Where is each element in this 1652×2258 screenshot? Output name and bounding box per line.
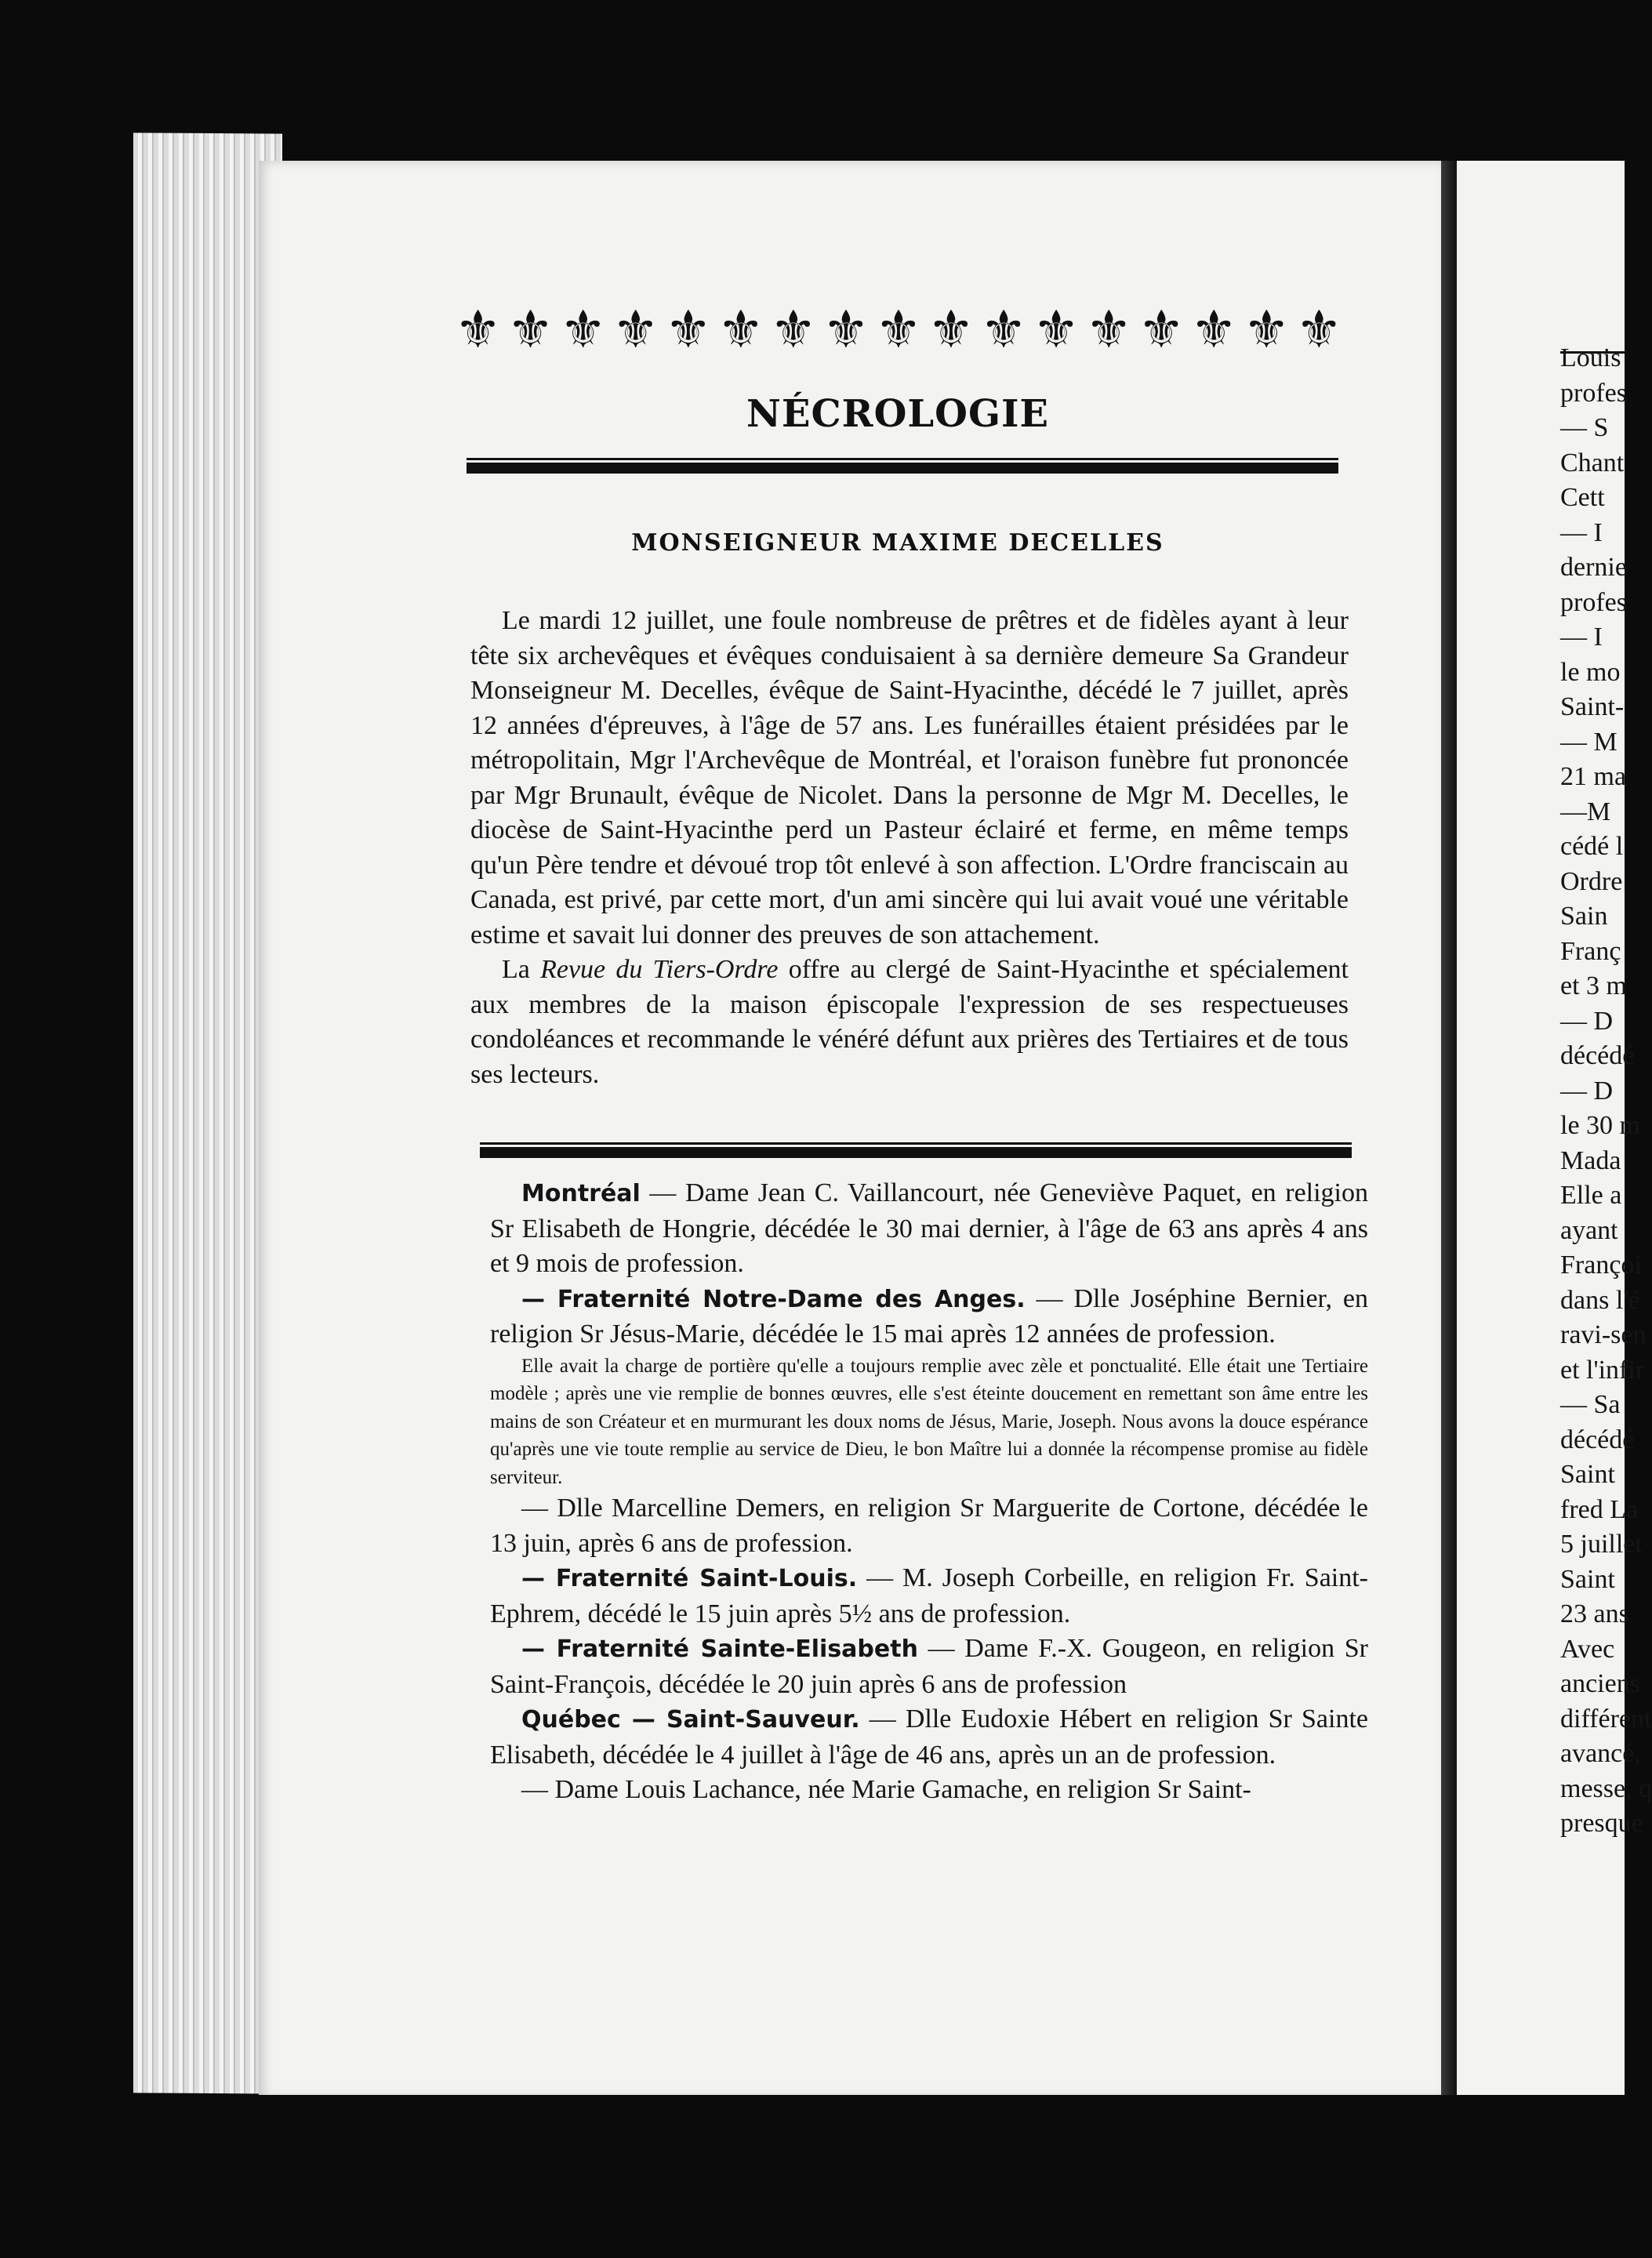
right-page-line: presque	[1560, 1809, 1643, 1838]
tribute-paragraph-1: Le mardi 12 juillet, une foule nombreuse de prêtres et de fidèles ayant à leur tête six archevêques et évêques conduisaient à sa dernière demeure Sa Grandeur Monseigneur M. Decelles, évêque de Saint-Hyacinthe, décédé le 7 juillet, après 12 années d'épreuves, à l'âge de 57 ans. Les funérailles étaient présidées par le métropolitain, Mgr l'Archevêque de Montréal, et l'oraison funèbre fut prononcée par Mgr Brunault, évêque de Nicolet. Dans la personne de Mgr M. Decelles, le diocèse de Saint-Hyacinthe perd un Pasteur éclairé et ferme, en même temps qu'un Père tendre et dévoué trop tôt enlevé à son affection. L'Ordre franciscain au Canada, est privé, par cette mort, d'un ami sincère qui lui avait voué une véritable estime et savait lui donner des preuves de son attachement.	[470, 606, 1349, 949]
fleur-de-lis-icon: ⚜	[665, 299, 710, 360]
right-page-text	[1560, 341, 1652, 1842]
fleur-de-lis-icon: ⚜	[507, 299, 553, 360]
right-page-line: messe, q	[1560, 1773, 1652, 1803]
right-page-line: Françoi	[1560, 1251, 1642, 1280]
right-page-line: Elle a	[1560, 1181, 1622, 1210]
right-page-line: Saint-	[1560, 692, 1625, 721]
right-page-line: avancé,	[1560, 1739, 1641, 1768]
tribute-p2-end: offre au clergé de Saint-Hyacinthe et spécialement aux membres de la maison épiscopale l'expression de ses respectueuses condoléances et recommande le vénéré défunt aux prières des Tertiaires et de tous ses lecteurs.	[470, 955, 1349, 1089]
fraternity-heading: — Fraternité Sainte-Elisabeth	[521, 1635, 918, 1663]
right-page-line: dans l'é	[1560, 1285, 1640, 1315]
right-page-line: — D	[1560, 1006, 1614, 1036]
section-heading: NÉCROLOGIE	[746, 392, 1049, 436]
fleur-de-lis-icon: ⚜	[928, 299, 973, 360]
right-page-line: — I	[1560, 517, 1603, 547]
right-page-line: Sain	[1560, 902, 1608, 931]
right-page-line: profes	[1560, 378, 1627, 408]
entry-text: — Dlle Eudoxie Hébert en religion Sr Sainte Elisabeth, décédée le 4 juillet à l'âge de 46 ans, après un an de profession.	[490, 1704, 1368, 1770]
tribute-p2-start: La	[502, 955, 541, 984]
right-page-line: différent	[1560, 1704, 1652, 1733]
right-page-line: — I	[1560, 623, 1603, 652]
background-bottom	[133, 2095, 1625, 2258]
right-page-line: le 30 m	[1560, 1111, 1640, 1140]
right-page-line: le mo	[1560, 657, 1621, 687]
right-page-line: Louis	[1560, 343, 1621, 372]
right-page-line: Saint	[1560, 1460, 1615, 1489]
tribute-paragraph-2	[470, 953, 1349, 1092]
obituary-entry	[490, 1702, 1368, 1773]
fleur-de-lis-icon: ⚜	[612, 299, 658, 360]
right-page-line: Saint	[1560, 1564, 1615, 1594]
right-page-line: — S	[1560, 413, 1609, 442]
fleur-de-lis-icon: ⚜	[1033, 299, 1078, 360]
fleur-de-lis-icon: ⚜	[1085, 299, 1131, 360]
entry-text: — Dlle Joséphine Bernier, en religion Sr Jésus-Marie, décédée le 15 mai après 12 années de profession.	[490, 1283, 1369, 1349]
right-page-line: 21 ma	[1560, 762, 1627, 791]
entry-text: — Dame Jean C. Vaillancourt, née Geneviève Paquet, en religion Sr Elisabeth de Hongrie, décédée le 30 mai dernier, à l'âge de 63 ans après 4 ans et 9 mois de profession.	[490, 1178, 1368, 1278]
right-page-line: Ordre	[1560, 866, 1623, 896]
fleur-de-lis-icon: ⚜	[455, 299, 500, 360]
obituary-entry: — Dame Louis Lachance, née Marie Gamache, en religion Sr Saint-	[521, 1775, 1251, 1804]
entry-text: — M. Joseph Corbeille, en religion Fr. Saint-Ephrem, décédé le 15 juin après 5½ ans de profession.	[490, 1563, 1369, 1628]
right-page-line: profes	[1560, 587, 1627, 617]
fleur-de-lis-ornament-band	[455, 299, 1341, 360]
right-page-line: 5 juillet	[1560, 1530, 1643, 1559]
right-page-line: décédé	[1560, 1425, 1635, 1454]
right-page-line: décédé	[1560, 1041, 1635, 1070]
right-page-line: Cett	[1560, 483, 1605, 512]
obituary-entry	[490, 1632, 1368, 1702]
obituary-list	[490, 1176, 1368, 1808]
right-page-line: — M	[1560, 727, 1618, 757]
place-heading: Montréal	[521, 1180, 641, 1207]
fleur-de-lis-icon: ⚜	[1295, 299, 1341, 360]
double-rule-middle	[480, 1147, 1352, 1158]
right-page-line: fred La	[1560, 1494, 1639, 1524]
right-page-line: Mada	[1560, 1145, 1621, 1175]
obituary-entry: — Dlle Marcelline Demers, en religion Sr Marguerite de Cortone, décédée le 13 juin, après 6 ans de profession.	[490, 1494, 1368, 1558]
right-page-line: dernie	[1560, 553, 1627, 582]
double-rule-top	[467, 463, 1338, 474]
obituary-entry	[490, 1561, 1368, 1632]
tribute-body	[470, 604, 1349, 1092]
right-page-line: cédé l	[1560, 832, 1624, 861]
right-page-line: Avec	[1560, 1634, 1615, 1664]
fleur-de-lis-icon: ⚜	[1243, 299, 1288, 360]
fleur-de-lis-icon: ⚜	[560, 299, 605, 360]
book-gutter	[1441, 161, 1457, 2097]
fleur-de-lis-icon: ⚜	[980, 299, 1026, 360]
right-page-line: et l'infir	[1560, 1355, 1645, 1385]
fleur-de-lis-icon: ⚜	[717, 299, 763, 360]
fleur-de-lis-icon: ⚜	[822, 299, 868, 360]
place-heading: Québec — Saint-Sauveur.	[521, 1706, 860, 1733]
right-page-line: — D	[1560, 1076, 1614, 1105]
fleur-de-lis-icon: ⚜	[770, 299, 815, 360]
fleur-de-lis-icon: ⚜	[1190, 299, 1236, 360]
entry-text: — Dame F.-X. Gougeon, en religion Sr Saint-François, décédée le 20 juin après 6 ans de profession	[490, 1634, 1368, 1699]
obituary-entry	[490, 1176, 1368, 1282]
journal-title: Revue du Tiers-Ordre	[540, 955, 779, 984]
right-page-line: Franç	[1560, 936, 1621, 966]
fleur-de-lis-icon: ⚜	[875, 299, 920, 360]
right-page-line: 23 ans	[1560, 1599, 1629, 1628]
right-page-line: —M	[1560, 797, 1611, 826]
right-page-line: Chant	[1560, 448, 1625, 477]
tribute-title: MONSEIGNEUR MAXIME DECELLES	[631, 529, 1164, 557]
right-page-line: ayant	[1560, 1215, 1618, 1245]
obituary-entry	[490, 1282, 1368, 1352]
right-page-line: et 3 m	[1560, 971, 1627, 1000]
fleur-de-lis-icon: ⚜	[1138, 299, 1183, 360]
obituary-note: Elle avait la charge de portière qu'elle a toujours remplie avec zèle et ponctualité. Elle était une Tertiaire modèle ; après une vie remplie de bonnes œuvres, elle s'est éteinte doucement en remettant son âme entre les mains de son Créateur et en murmurant les doux noms de Jésus, Marie, Joseph. Nous avons la douce espérance qu'après une vie toute remplie au service de Dieu, le bon Maître lui a donnée la récompense promise au fidèle serviteur.	[490, 1355, 1368, 1488]
right-page-line: anciens	[1560, 1669, 1640, 1698]
fraternity-heading: — Fraternité Saint-Louis.	[521, 1565, 858, 1592]
right-page-line: ravi-sen	[1560, 1320, 1647, 1349]
fraternity-heading: — Fraternité Notre-Dame des Anges.	[521, 1285, 1026, 1313]
right-page-line: — Sa	[1560, 1390, 1621, 1419]
